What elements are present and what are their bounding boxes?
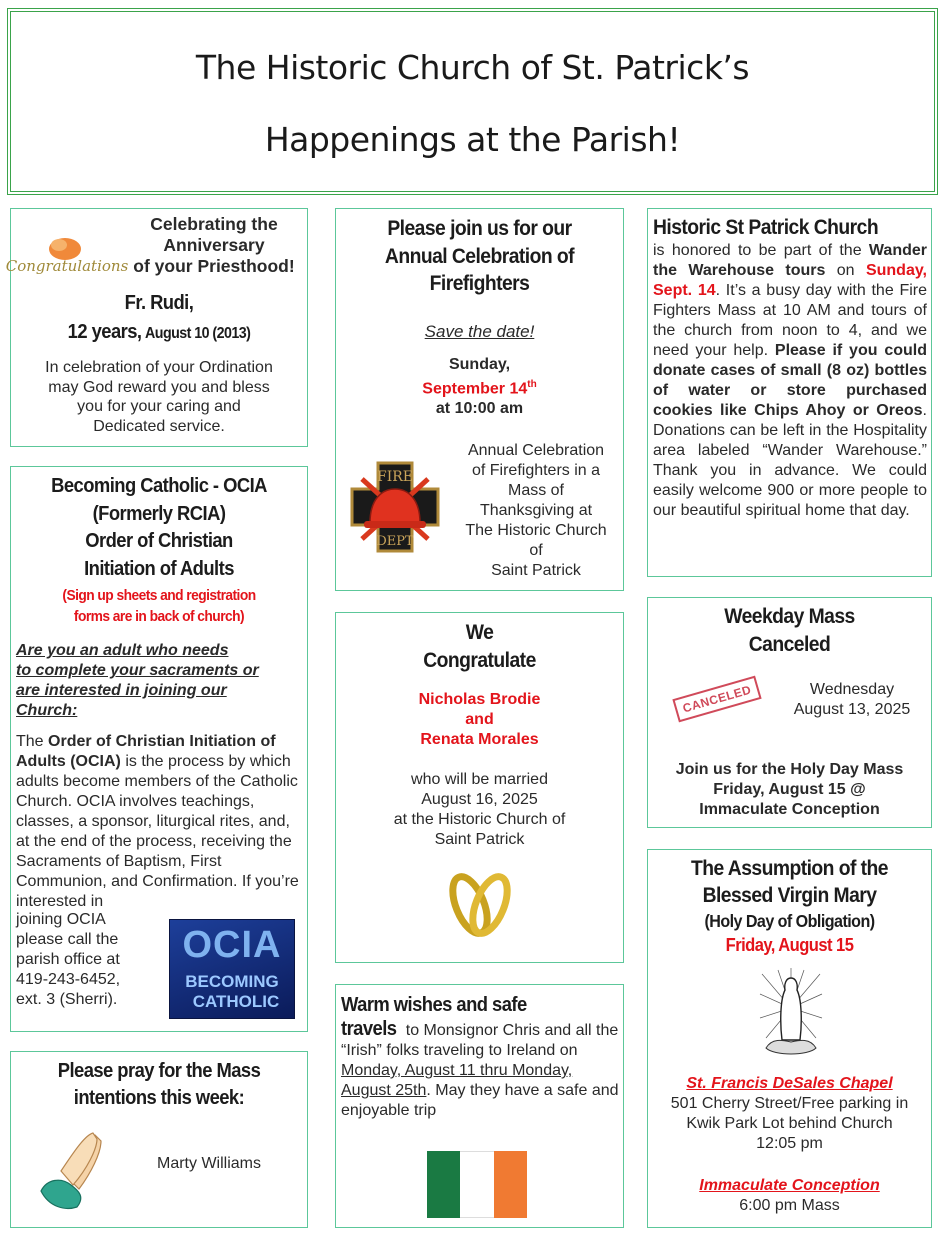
event-time: at 10:00 am [435, 400, 524, 418]
ocia-heading [23, 473, 295, 583]
church-title: The Historic Church of St. Patrick’s [195, 48, 750, 87]
heading-line: Congratulate [423, 649, 536, 672]
firefighters-description [451, 441, 621, 581]
warehouse-body: on [825, 262, 866, 279]
couple-names [336, 690, 623, 750]
invite-line: Friday, August 15 @ [713, 781, 866, 798]
virgin-mary-icon [758, 968, 824, 1058]
note-line: forms are in back of church) [73, 608, 245, 625]
message-line: Dedicated service. [93, 417, 225, 435]
heading-line: Celebrating the [150, 214, 278, 234]
heading-line: (Holy Day of Obligation) [704, 911, 875, 931]
question-line: are interested in joining our [16, 682, 227, 699]
contact-line: joining OCIA [16, 911, 106, 928]
event-date-text: September 14 [422, 380, 528, 398]
invite-line: Immaculate Conception [699, 801, 880, 818]
ordination-date: August 10 (2013) [145, 325, 251, 342]
heading-line: The Assumption of the [691, 857, 888, 880]
congratulations-image [5, 233, 129, 285]
heading-line: Firefighters [429, 272, 530, 295]
warehouse-body: . Donations can be left in the Hospitality area labeled “Wander Warehouse.” Thank you in advance. We could easily welcome 900 or more people to our beautiful spiritual home that day. [653, 402, 927, 519]
heading-line: of your Priesthood! [133, 256, 295, 276]
warehouse-box [647, 208, 932, 577]
badge-top-text: FIRE [376, 469, 414, 485]
ocia-description [16, 732, 304, 912]
wedding-details [336, 770, 623, 850]
firefighters-heading [347, 215, 611, 298]
travels-heading-cont: travels [341, 1018, 397, 1040]
ocia-question [16, 641, 306, 721]
heading-line: Weekday Mass [724, 605, 855, 628]
ocia-box [10, 466, 308, 1032]
chapel-detail: 501 Cherry Street/Free parking in [670, 1095, 909, 1112]
tour-name: Wander the Warehouse tours [653, 242, 927, 279]
question-line: to complete your sacraments or [16, 662, 259, 679]
detail-line: Saint Patrick [434, 831, 525, 848]
virgin-mary-image [758, 968, 824, 1058]
name-line: Renata Morales [420, 731, 539, 748]
heading-line: Blessed Virgin Mary [702, 884, 877, 907]
holy-day-invite [648, 760, 931, 820]
contact-line: ext. 3 (Sherri). [16, 991, 118, 1008]
ocia-signup-note [23, 585, 295, 627]
congratulations-icon [5, 233, 129, 285]
travels-box [335, 984, 624, 1228]
canceled-day: Wednesday [809, 681, 895, 698]
assumption-schedule [648, 1074, 931, 1216]
heading-line: intentions this week: [73, 1087, 245, 1109]
warehouse-heading: Historic St Patrick Church [653, 216, 879, 239]
wedding-rings-image [444, 871, 516, 951]
travels-body: . May they have a safe and enjoyable trip [341, 1082, 619, 1119]
chapel-detail: Kwik Park Lot behind Church [686, 1115, 893, 1132]
desc-text: is the process by which adults become members of the Catholic Church. OCIA involves teachings, classes, a sponsor, liturgical rites, and, at the end of the process, receiving the Sacraments of Baptism, First Communion, and Confirmation. If you’re interested in [16, 753, 299, 910]
question-line: Are you an adult who needs [16, 642, 229, 659]
heading-line: Order of Christian [85, 530, 233, 552]
contact-line: parish office at [16, 951, 120, 968]
invite-line: Join us for the Holy Day Mass [675, 761, 904, 778]
svg-text:Congratulations: Congratulations [5, 257, 129, 275]
date-suffix: th [527, 379, 537, 390]
flag-green-stripe [427, 1151, 460, 1218]
canceled-stamp: CANCELED [672, 676, 761, 723]
warehouse-text [653, 215, 927, 521]
location-immaculate-conception: Immaculate Conception [699, 1177, 880, 1194]
ocia-contact [16, 910, 156, 1010]
flag-orange-stripe [494, 1151, 527, 1218]
desc-line: Annual Celebration [467, 442, 605, 459]
newsletter-subtitle: Happenings at the Parish! [264, 120, 681, 159]
note-line: (Sign up sheets and registration [62, 587, 256, 604]
travels-heading: Warm wishes and safe [341, 994, 527, 1016]
message-line: In celebration of your Ordination [45, 359, 273, 376]
desc-line: Mass of [507, 482, 564, 499]
anniversary-message [11, 358, 307, 436]
chapel-time: 12:05 pm [756, 1135, 823, 1152]
heading-line: Anniversary [163, 235, 265, 255]
desc-bold: Order of Christian Initiation of Adults (OCIA) [16, 733, 276, 770]
heading-line: Please join us for our [387, 217, 572, 240]
assumption-box [647, 849, 932, 1228]
travels-text [341, 991, 621, 1121]
years-text: 12 years, [67, 321, 142, 343]
canceled-date [778, 680, 926, 720]
weekday-heading [659, 603, 919, 659]
mass-intentions-box [10, 1051, 308, 1228]
praying-hands-icon [35, 1127, 115, 1213]
assumption-heading [659, 855, 919, 934]
anniversary-box [5, 208, 308, 447]
heading-line: Annual Celebration of [384, 244, 575, 268]
fire-dept-badge [348, 459, 442, 555]
contact-line: 419-243-6452, [16, 971, 121, 988]
weekday-mass-box [647, 597, 932, 828]
location-chapel: St. Francis DeSales Chapel [686, 1075, 893, 1092]
fire-dept-badge-icon [348, 459, 442, 555]
intention-name: Marty Williams [157, 1155, 261, 1172]
assumption-date: Friday, August 15 [725, 935, 854, 955]
wedding-rings-icon [444, 871, 516, 951]
ocia-logo [169, 919, 295, 1019]
heading-line: (Formerly RCIA) [92, 502, 226, 525]
wedding-heading [347, 619, 611, 675]
travel-dates: Monday, August 11 thru Monday, August 25th [341, 1062, 573, 1099]
event-date [336, 375, 623, 399]
name-line: and [465, 711, 494, 728]
warehouse-body: is honored to be part of the [653, 242, 869, 259]
detail-line: August 16, 2025 [421, 791, 538, 808]
desc-line: Saint Patrick [491, 562, 581, 579]
tour-date: Sunday, Sept. 14 [653, 262, 927, 299]
desc-line: of [529, 542, 543, 559]
flag-white-stripe [460, 1151, 493, 1218]
newsletter-header [7, 8, 938, 195]
message-line: may God reward you and bless [48, 378, 270, 396]
anniversary-years [23, 321, 295, 344]
intentions-heading [23, 1058, 295, 1112]
heading-line: Becoming Catholic - OCIA [51, 475, 267, 497]
irish-flag [427, 1151, 527, 1218]
donation-request: Please if you could donate cases of small (8 oz) bottles of water or store purchased cookies like Chips Ahoy or Oreos [653, 342, 927, 419]
travels-body: to Monsignor Chris and all the “Irish” folks traveling to Ireland on [341, 1022, 619, 1059]
detail-line: who will be married [411, 771, 548, 788]
heading-line: We [465, 621, 494, 644]
canceled-date-text: August 13, 2025 [793, 701, 911, 718]
question-line: Church: [16, 702, 78, 719]
immaculate-conception-time: 6:00 pm Mass [739, 1197, 840, 1214]
heading-line: Please pray for the Mass [57, 1060, 261, 1082]
heading-line: Initiation of Adults [84, 557, 234, 580]
desc-line: of Firefighters in a [471, 462, 601, 479]
detail-line: at the Historic Church of [393, 811, 566, 828]
ocia-logo-line: BECOMING [185, 972, 279, 991]
badge-bottom-text: DEPT [376, 534, 414, 549]
praying-hands-image [35, 1127, 115, 1213]
message-line: you for your caring and [77, 398, 241, 415]
ocia-logo-text: OCIA [182, 924, 282, 966]
save-the-date: Save the date! [424, 322, 535, 341]
event-day: Sunday, [448, 356, 511, 373]
desc-line: The Historic Church [465, 522, 607, 539]
contact-line: please call the [16, 931, 119, 948]
priest-name: Fr. Rudi, [124, 292, 194, 314]
heading-line: Canceled [748, 633, 831, 656]
name-line: Nicholas Brodie [418, 691, 541, 708]
desc-line: Thanksgiving at [479, 502, 593, 519]
anniversary-heading [123, 214, 305, 277]
firefighters-box [335, 208, 624, 591]
warehouse-body: . It’s a busy day with the Fire Fighters Mass at 10 AM and tours of the church from noon to 4, and we need your help. [653, 282, 928, 359]
firefighters-datetime [336, 355, 623, 419]
wedding-box [335, 612, 624, 963]
ocia-logo-line: CATHOLIC [192, 992, 280, 1011]
desc-text: The [16, 733, 49, 750]
